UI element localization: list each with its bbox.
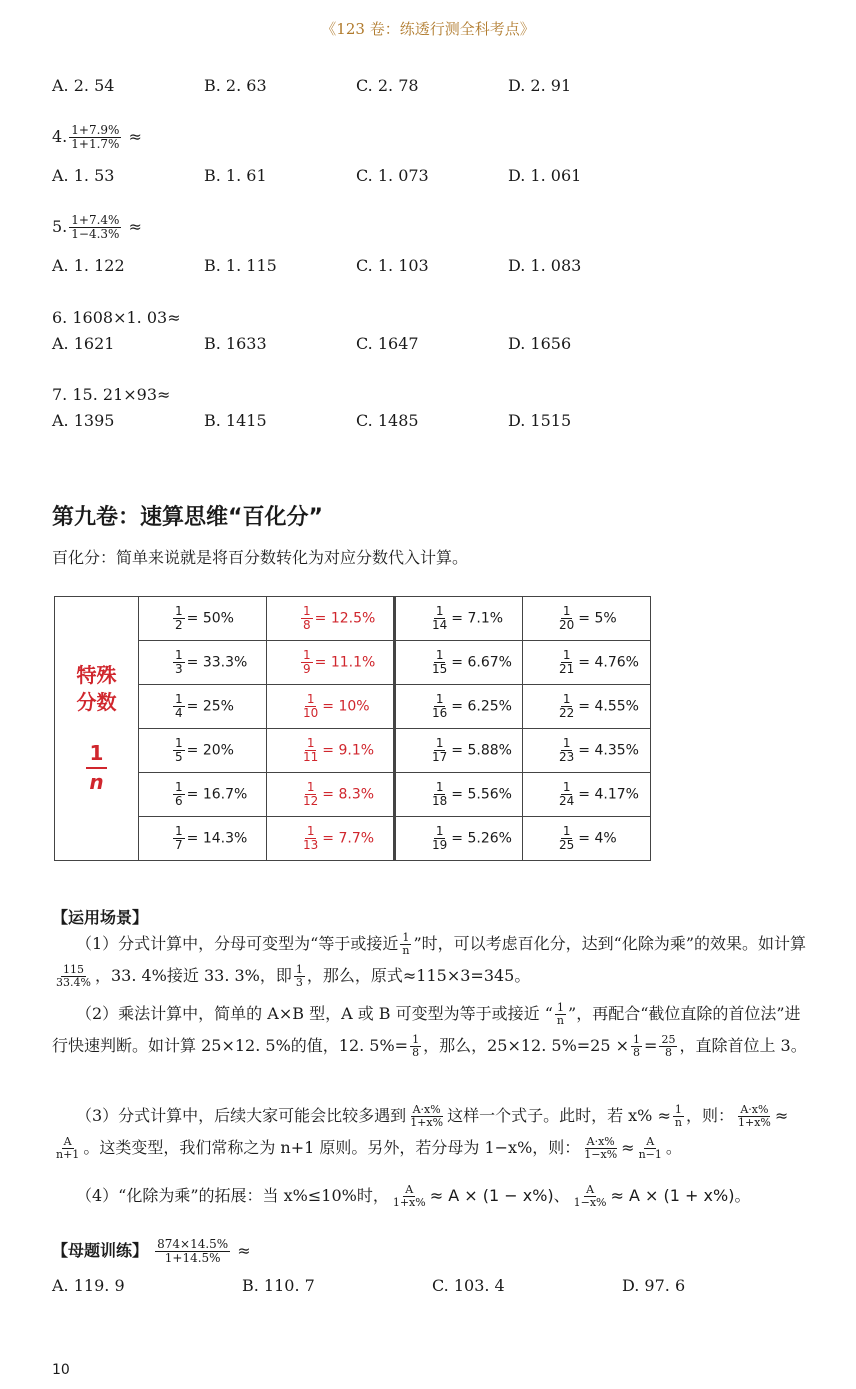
option-b: B. 1415	[204, 411, 267, 430]
option-b: B. 110. 7	[242, 1276, 315, 1295]
cell-fraction: $\frac{1}{8}$	[303, 603, 311, 632]
cell-fraction: $\frac{1}{20}$	[559, 603, 575, 632]
fraction-cell	[267, 729, 395, 773]
cell-fraction: $\frac{1}{18}$	[432, 779, 448, 808]
q7-stem: 7. 15. 21×93≈	[52, 385, 171, 404]
fraction-cell	[395, 729, 523, 773]
cell-value: = 5.88%	[451, 742, 512, 759]
option-a: A. 1395	[52, 411, 115, 430]
cell-value: = 6.67%	[451, 654, 512, 671]
option-c: C. 1485	[356, 411, 419, 430]
scene-paragraph-4: （4）“化除为乘”的拓展：当 x%≤10%时， $\frac{A}{1+x\%}$ ≈ A × (1 − x%)、 $\frac{A}{1-x\%}$ ≈ A × (1 + x%)。	[76, 1182, 751, 1209]
cell-fraction: $\frac{1}{16}$	[432, 691, 448, 720]
cell-value: = 4.76%	[578, 654, 639, 671]
option-c: C. 1647	[356, 334, 419, 353]
cell-fraction: $\frac{1}{2}$	[175, 603, 183, 632]
cell-value: = 5.56%	[451, 786, 512, 803]
cell-value: = 4.17%	[578, 786, 639, 803]
table-row	[55, 685, 651, 729]
cell-value: = 4%	[578, 830, 617, 847]
cell-value: = 7.7%	[322, 830, 375, 847]
scene-paragraph-3: （3）分式计算中，后续大家可能会比较多遇到 $\frac{A\cdot x\%}{1+x\%}$ 这样一个式子。此时，若 x% ≈ $\frac{1}{n}$ ，则： $\frac{A\cdot x\%}{1+x\%}$ ≈ $\frac{A}{n+1}$ 。这类变型，我们常称之为 n+1 原则。另外，若分母为 1−x%，则： $\frac{A\cdot x\%}{1-x\%}$ ≈ $\frac{A}{n-1}$ 。	[56, 1102, 789, 1161]
cell-value: = 12.5%	[314, 610, 376, 627]
table-row	[55, 597, 651, 641]
fraction-cell	[267, 597, 395, 641]
cell-value: = 33.3%	[186, 654, 248, 671]
cell-fraction: $\frac{1}{13}$	[303, 823, 319, 852]
cell-fraction: $\frac{1}{19}$	[432, 823, 448, 852]
cell-fraction: $\frac{1}{12}$	[303, 779, 319, 808]
cell-value: = 5.26%	[451, 830, 512, 847]
fraction-cell	[523, 641, 651, 685]
cell-value: = 25%	[186, 698, 234, 715]
cell-fraction: $\frac{1}{25}$	[559, 823, 575, 852]
option-a: A. 1621	[52, 334, 115, 353]
scene-title: 【运用场景】	[52, 908, 149, 927]
option-d: D. 2. 91	[508, 76, 572, 95]
cell-fraction: $\frac{1}{24}$	[559, 779, 575, 808]
cell-value: = 7.1%	[451, 610, 504, 627]
fraction-cell	[523, 729, 651, 773]
fraction-cell	[395, 773, 523, 817]
label-fraction: $\frac{1}{n}$	[86, 740, 108, 796]
cell-value: = 6.25%	[451, 698, 512, 715]
cell-fraction: $\frac{1}{9}$	[303, 647, 311, 676]
running-header: 《123 卷：练透行测全科考点》	[321, 20, 535, 38]
table-row	[55, 729, 651, 773]
option-d: D. 1. 061	[508, 166, 582, 185]
fraction-cell	[267, 773, 395, 817]
option-b: B. 1633	[204, 334, 267, 353]
option-a: A. 119. 9	[52, 1276, 125, 1295]
cell-value: = 8.3%	[322, 786, 375, 803]
fraction-cell	[395, 597, 523, 641]
cell-value: = 20%	[186, 742, 234, 759]
fraction-cell	[267, 817, 395, 861]
table-row	[55, 641, 651, 685]
cell-fraction: $\frac{1}{15}$	[432, 647, 448, 676]
cell-fraction: $\frac{1}{22}$	[559, 691, 575, 720]
table-row	[55, 773, 651, 817]
fraction-cell	[139, 773, 267, 817]
section-title: 第九卷：速算思维“百化分”	[52, 505, 323, 530]
scene-paragraph-2: （2）乘法计算中，简单的 A×B 型，A 或 B 可变型为等于或接近 “ $\frac{1}{n}$ ”，再配合“截位直除的首位法”进行快速判断。如计算 25×12. 5%的值，12. 5%= $\frac{1}{8}$ ，那么，25×12. 5%=25 × $\frac{1}{8}$ = $\frac{25}{8}$ ，直除首位上 3。	[52, 1000, 807, 1059]
option-a: A. 1. 53	[52, 166, 115, 185]
mother-fraction: $\frac{874\times 14.5\%}{1+14.5\%}$	[157, 1237, 229, 1266]
fraction-cell	[139, 685, 267, 729]
option-b: B. 1. 115	[204, 256, 277, 275]
cell-value: = 4.55%	[578, 698, 639, 715]
cell-fraction: $\frac{1}{7}$	[175, 823, 183, 852]
table-label: 特殊 分数 $\frac{1}{n}$	[55, 597, 139, 861]
cell-fraction: $\frac{1}{6}$	[175, 779, 183, 808]
mother-question: 【母题训练】 $\frac{874\times 14.5\%}{1+14.5\%}$ ≈	[52, 1237, 251, 1266]
intro-text: 百化分：简单来说就是将百分数转化为对应分数代入计算。	[52, 548, 469, 567]
q4-stem: 4. $\frac{1+7.9\%}{1+1.7\%}$ ≈	[52, 123, 142, 152]
page-number: 10	[52, 1362, 70, 1378]
cell-fraction: $\frac{1}{14}$	[432, 603, 448, 632]
option-d: D. 1515	[508, 411, 572, 430]
fraction-cell	[523, 773, 651, 817]
option-c: C. 1. 103	[356, 256, 429, 275]
cell-value: = 5%	[578, 610, 617, 627]
option-c: C. 2. 78	[356, 76, 419, 95]
fraction-cell	[523, 597, 651, 641]
fraction-cell	[523, 685, 651, 729]
q4-fraction: $\frac{1+7.9\%}{1+1.7\%}$	[71, 123, 120, 152]
cell-value: = 16.7%	[186, 786, 248, 803]
option-d: D. 97. 6	[622, 1276, 686, 1295]
cell-fraction: $\frac{1}{3}$	[175, 647, 183, 676]
option-b: B. 1. 61	[204, 166, 267, 185]
fraction-cell	[139, 641, 267, 685]
fraction-cell	[267, 685, 395, 729]
cell-fraction: $\frac{1}{10}$	[303, 691, 319, 720]
fraction-cell	[139, 817, 267, 861]
fraction-cell	[139, 729, 267, 773]
fraction-cell	[267, 641, 395, 685]
fraction-cell	[395, 685, 523, 729]
fraction-cell	[139, 597, 267, 641]
option-c: C. 1. 073	[356, 166, 429, 185]
cell-fraction: $\frac{1}{5}$	[175, 735, 183, 764]
special-fraction-table	[54, 596, 651, 861]
cell-fraction: $\frac{1}{23}$	[559, 735, 575, 764]
cell-value: = 9.1%	[322, 742, 375, 759]
fraction-cell	[395, 641, 523, 685]
fraction-cell	[395, 817, 523, 861]
option-d: D. 1656	[508, 334, 572, 353]
option-a: A. 2. 54	[52, 76, 115, 95]
scene-paragraph-1: （1）分式计算中，分母可变型为“等于或接近 $\frac{1}{n}$ ”时，可以考虑百化分，达到“化除为乘”的效果。如计算 $\frac{115}{33.4\%}$ ，33. 4%接近 33. 3%，即 $\frac{1}{3}$ ，那么，原式≈115×3=345。	[56, 930, 807, 989]
q5-stem: 5. $\frac{1+7.4\%}{1-4.3\%}$ ≈	[52, 213, 142, 242]
cell-fraction: $\frac{1}{21}$	[559, 647, 575, 676]
cell-fraction: $\frac{1}{4}$	[175, 691, 183, 720]
table-row	[55, 817, 651, 861]
cell-value: = 10%	[322, 698, 370, 715]
cell-fraction: $\frac{1}{11}$	[303, 735, 319, 764]
cell-value: = 50%	[186, 610, 234, 627]
option-d: D. 1. 083	[508, 256, 582, 275]
option-a: A. 1. 122	[52, 256, 125, 275]
option-b: B. 2. 63	[204, 76, 267, 95]
cell-value: = 11.1%	[314, 654, 376, 671]
q5-fraction: $\frac{1+7.4\%}{1-4.3\%}$	[71, 213, 120, 242]
fraction-cell	[523, 817, 651, 861]
option-c: C. 103. 4	[432, 1276, 505, 1295]
cell-value: = 14.3%	[186, 830, 248, 847]
cell-fraction: $\frac{1}{17}$	[432, 735, 448, 764]
q6-stem: 6. 1608×1. 03≈	[52, 308, 181, 327]
cell-value: = 4.35%	[578, 742, 639, 759]
